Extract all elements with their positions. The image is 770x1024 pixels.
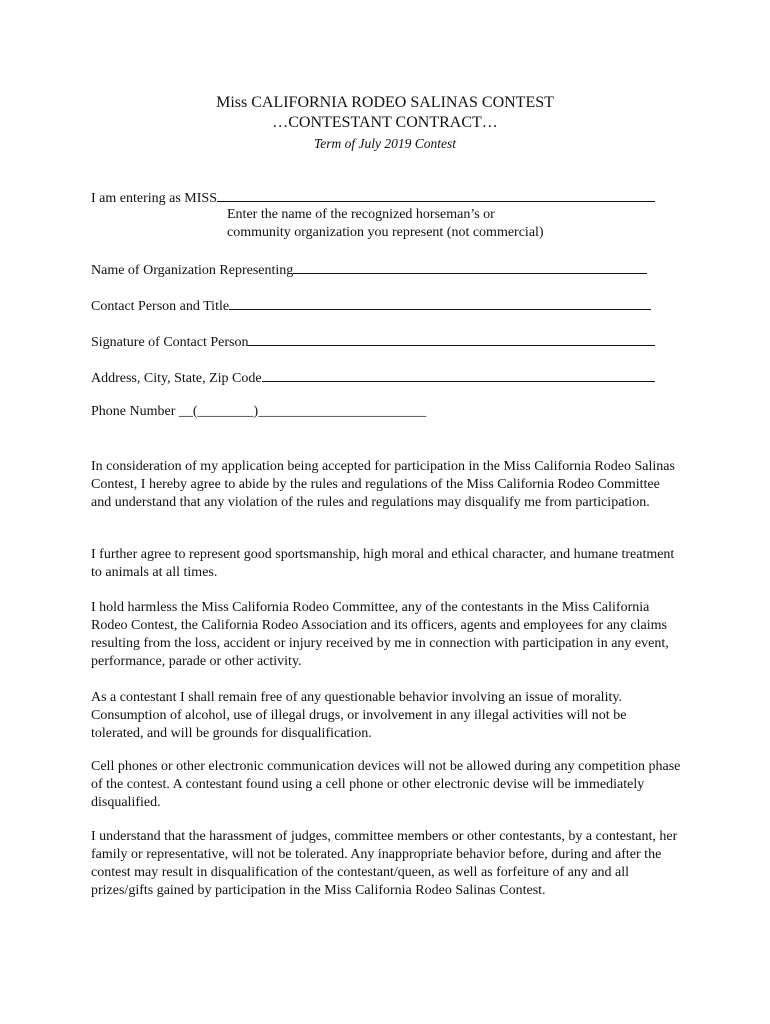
signature-field-label: Signature of Contact Person [91, 335, 249, 350]
page-subtitle: …CONTESTANT CONTRACT… [272, 114, 498, 131]
contact-field-label: Contact Person and Title [91, 299, 230, 314]
contact-field-blank[interactable] [229, 296, 651, 310]
paragraph-harassment: I understand that the harassment of judges, committee members or other contestants, by a contestant, her family or representative, will not be tolerated. Any inappropriate behavior before, during and after the contest may result in disqualification of the contestant/queen, as well as forfeiture of any and all prizes/gifts gained by participation in the Miss California Rodeo Salinas Contest. [91, 829, 678, 898]
miss-field-row[interactable] [91, 188, 655, 208]
paragraph-cell-phones: Cell phones or other electronic communication devices will not be allowed during any competition phase of the contest. A contestant found using a cell phone or other electronic devise will be immediately disqualified. [91, 759, 681, 810]
organization-field-row[interactable] [91, 260, 647, 280]
address-field-row[interactable] [91, 368, 655, 388]
contact-field-row[interactable] [91, 296, 651, 316]
address-field-blank[interactable] [262, 368, 655, 382]
signature-field-blank[interactable] [248, 332, 655, 346]
term-label: Term of July 2019 Contest [313, 136, 456, 151]
miss-field-hint-2: community organization you represent (not commercial) [227, 225, 544, 240]
paragraph-consideration: In consideration of my application being accepted for participation in the Miss California Rodeo Salinas Contest, I hereby agree to abide by the rules and regulations of the Miss California Rodeo Committee and understand that any violation of the rules and regulations may disqualify me from participation. [91, 459, 675, 510]
organization-field-blank[interactable] [293, 260, 647, 274]
organization-field-label: Name of Organization Representing [91, 263, 294, 278]
paragraph-morality: As a contestant I shall remain free of any questionable behavior involving an issue of morality. Consumption of alcohol, use of illegal drugs, or involvement in any illegal activities will not be tolerated, and will be grounds for disqualification. [91, 690, 627, 741]
paragraph-hold-harmless: I hold harmless the Miss California Rodeo Committee, any of the contestants in the Miss California Rodeo Contest, the California Rodeo Association and its officers, agents and employees for any claims resulting from the loss, accident or injury received by me in connection with participation in any event, performance, parade or other activity. [91, 600, 669, 669]
phone-field[interactable]: Phone Number __(________)________________________ [91, 404, 427, 419]
miss-field-label: I am entering as MISS [91, 191, 217, 206]
signature-field-row[interactable] [91, 332, 655, 352]
miss-field-hint-1: Enter the name of the recognized horseman’s or [227, 207, 495, 222]
address-field-label: Address, City, State, Zip Code [91, 371, 262, 386]
paragraph-sportsmanship: I further agree to represent good sportsmanship, high moral and ethical character, and humane treatment to animals at all times. [91, 547, 675, 580]
page-title: Miss CALIFORNIA RODEO SALINAS CONTEST [216, 94, 554, 111]
miss-field-blank[interactable] [217, 188, 655, 202]
